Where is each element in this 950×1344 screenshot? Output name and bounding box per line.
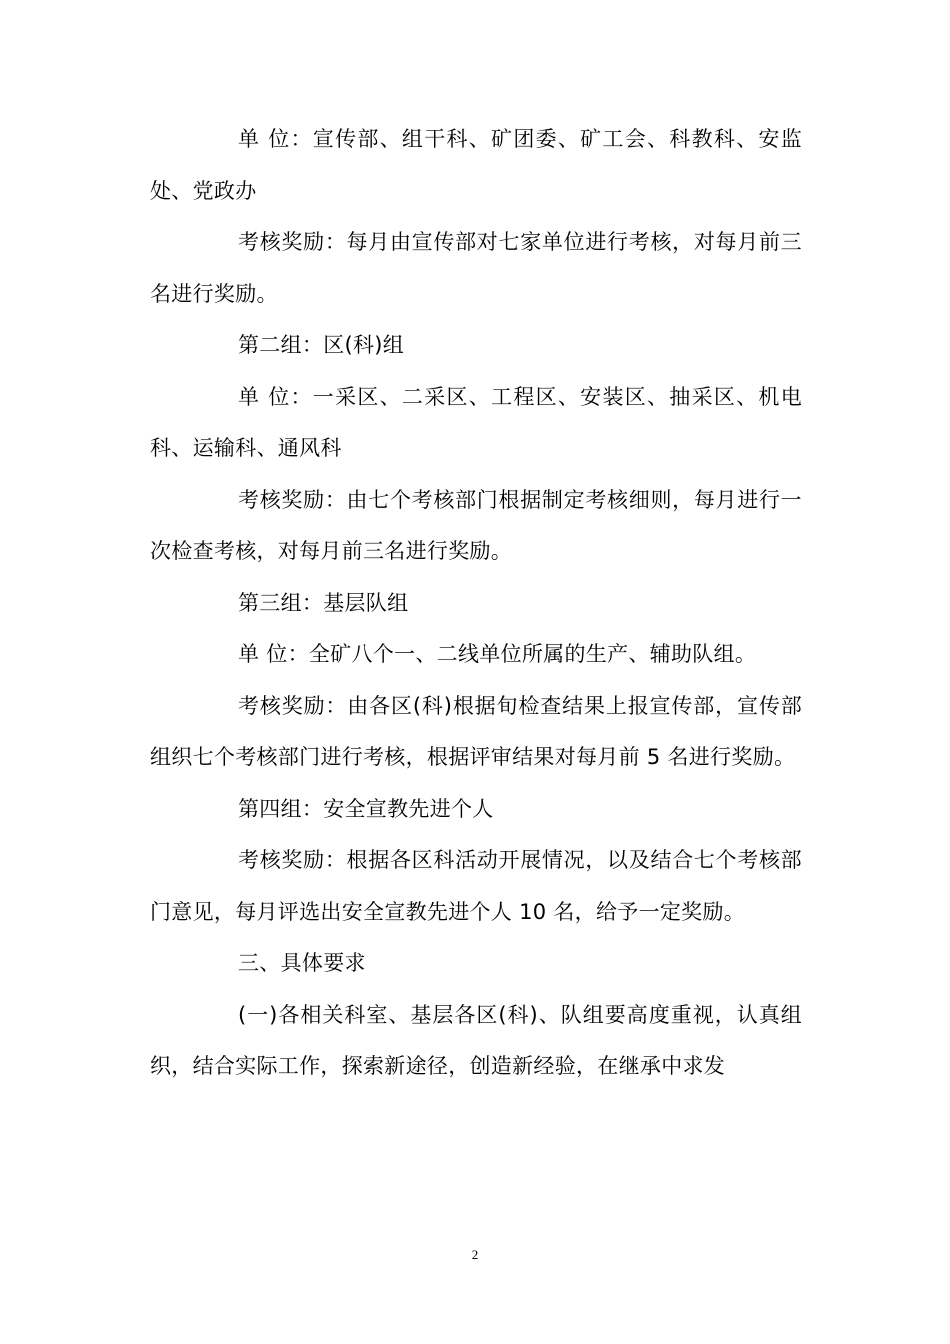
paragraph-group1-reward: 考核奖励：每月由宣传部对七家单位进行考核，对每月前三名进行奖励。 [150, 230, 802, 306]
document-body [150, 114, 802, 1093]
page-number: 2 [471, 1247, 479, 1262]
paragraph-group2-units: 单 位：一采区、二采区、工程区、安装区、抽采区、机电科、运输科、通风科 [150, 384, 802, 460]
heading-section3: 三、具体要求 [238, 951, 366, 975]
paragraph-requirement-1: (一)各相关科室、基层各区(科)、队组要高度重视，认真组织，结合实际工作，探索新途径，创造新经验，在继承中求发 [150, 1002, 802, 1078]
heading-group3: 第三组：基层队组 [238, 590, 409, 615]
paragraph-group3-units: 单 位：全矿八个一、二线单位所属的生产、辅助队组。 [238, 642, 757, 666]
paragraph-group4-reward: 考核奖励：根据各区科活动开展情况，以及结合七个考核部门意见，每月评选出安全宣教先进个人 10 名，给予一定奖励。 [150, 848, 802, 924]
paragraph-group1-units: 单 位：宣传部、组干科、矿团委、矿工会、科教科、安监处、党政办 [150, 127, 802, 203]
heading-group4: 第四组：安全宣教先进个人 [238, 796, 494, 821]
heading-group2: 第二组：区(科)组 [238, 333, 405, 357]
paragraph-group2-reward: 考核奖励：由七个考核部门根据制定考核细则，每月进行一次检查考核，对每月前三名进行奖励。 [150, 487, 802, 563]
paragraph-group3-reward: 考核奖励：由各区(科)根据旬检查结果上报宣传部，宣传部组织七个考核部门进行考核，根据评审结果对每月前 5 名进行奖励。 [150, 693, 802, 769]
